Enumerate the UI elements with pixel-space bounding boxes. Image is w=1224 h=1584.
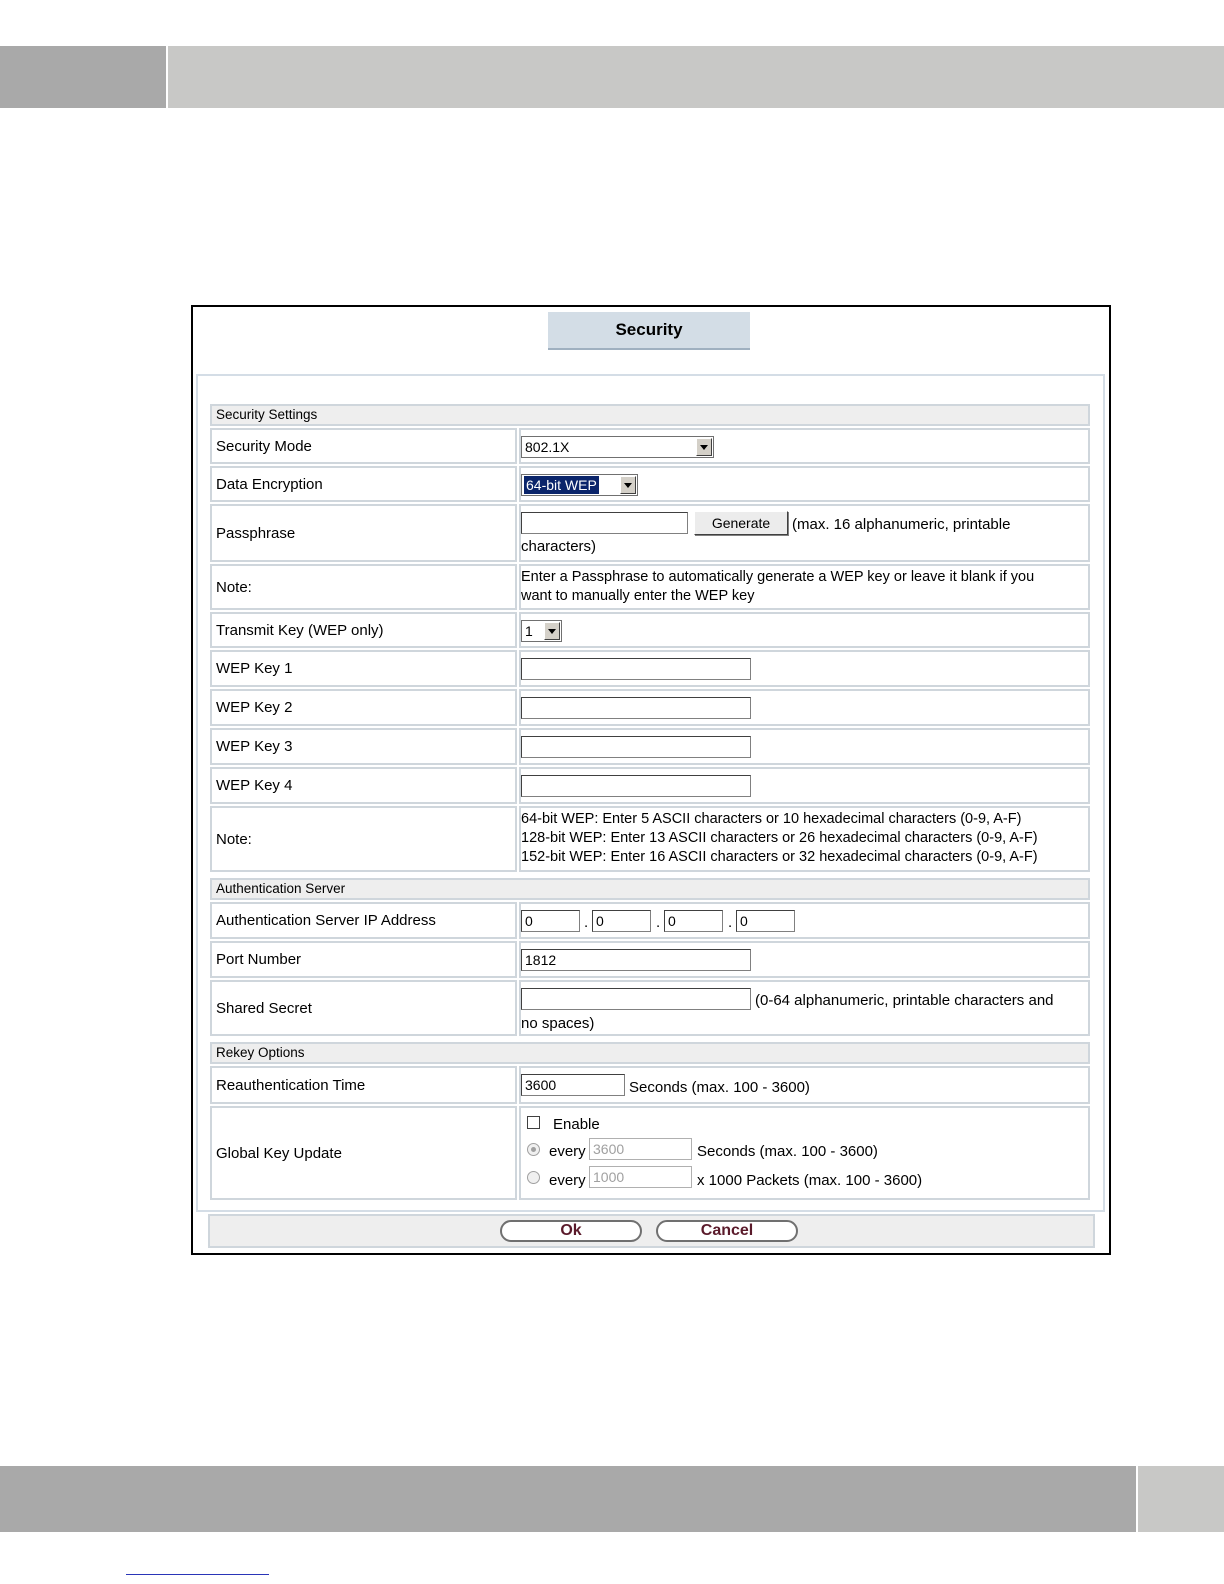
- key-update-seconds-input[interactable]: 3600: [589, 1138, 692, 1160]
- security-mode-select[interactable]: [521, 436, 714, 458]
- wep-note-cell: [519, 806, 1090, 872]
- auth-server-ip-label: Authentication Server IP Address: [210, 902, 517, 939]
- ip-octet-2-input[interactable]: 0: [592, 910, 651, 932]
- data-encryption-label: Data Encryption: [210, 466, 517, 502]
- note-label: Note:: [210, 564, 517, 610]
- footer-bar-left: [0, 1466, 1136, 1532]
- transmit-key-cell: [519, 612, 1090, 648]
- wep-key-4-cell: [519, 767, 1090, 804]
- wep-key-3-cell: [519, 728, 1090, 765]
- enable-label: Enable: [553, 1116, 600, 1133]
- reauth-time-label: Reauthentication Time: [210, 1066, 517, 1104]
- wep-note-label: Note:: [210, 806, 517, 872]
- enable-checkbox[interactable]: [527, 1116, 540, 1129]
- reauth-time-cell: [519, 1066, 1090, 1104]
- wep-key-2-input[interactable]: [521, 697, 751, 719]
- every-label: every: [549, 1143, 586, 1160]
- cancel-button[interactable]: Cancel: [656, 1220, 798, 1242]
- port-number-label: Port Number: [210, 941, 517, 978]
- wep-note-line: 128-bit WEP: Enter 13 ASCII characters or 26 hexadecimal characters (0-9, A-F): [521, 830, 1038, 846]
- security-mode-value: 802.1X: [525, 439, 570, 455]
- global-key-update-label: Global Key Update: [210, 1106, 517, 1200]
- wep-key-1-cell: [519, 650, 1090, 687]
- ip-dot: .: [584, 914, 589, 931]
- reauth-time-input[interactable]: 3600: [521, 1074, 625, 1096]
- shared-secret-cell: [519, 980, 1090, 1036]
- port-number-cell: [519, 941, 1090, 978]
- data-encryption-value: 64-bit WEP: [526, 477, 597, 493]
- chevron-down-icon[interactable]: [620, 476, 636, 494]
- section-security-settings: Security Settings: [210, 404, 1090, 426]
- button-bar: [208, 1214, 1095, 1248]
- header-bar-right: [168, 46, 1224, 108]
- note-line: want to manually enter the WEP key: [521, 588, 755, 604]
- chevron-down-icon[interactable]: [696, 438, 712, 456]
- ip-dot: .: [728, 914, 733, 931]
- wep-key-4-input[interactable]: [521, 775, 751, 797]
- wep-key-3-label: WEP Key 3: [210, 728, 517, 765]
- passphrase-cell: [519, 504, 1090, 562]
- shared-secret-label: Shared Secret: [210, 980, 517, 1036]
- ip-octet-3-input[interactable]: 0: [664, 910, 723, 932]
- global-key-update-cell: [519, 1106, 1090, 1200]
- wep-key-2-cell: [519, 689, 1090, 726]
- generate-button[interactable]: Generate: [694, 511, 788, 535]
- ip-octet-4-input[interactable]: 0: [736, 910, 795, 932]
- footer-bar-right: [1138, 1466, 1224, 1532]
- every-label: every: [549, 1172, 586, 1189]
- ok-button[interactable]: Ok: [500, 1220, 642, 1242]
- key-update-packets-unit: x 1000 Packets (max. 100 - 3600): [697, 1172, 923, 1189]
- shared-secret-input[interactable]: [521, 988, 751, 1010]
- page-title: Security: [548, 312, 750, 350]
- key-update-packets-input[interactable]: 1000: [589, 1166, 692, 1188]
- data-encryption-cell: [519, 466, 1090, 502]
- ip-dot: .: [656, 914, 661, 931]
- wep-key-2-label: WEP Key 2: [210, 689, 517, 726]
- shared-secret-hint: (0-64 alphanumeric, printable characters and: [755, 992, 1054, 1009]
- section-rekey-options: Rekey Options: [210, 1042, 1090, 1064]
- transmit-key-select[interactable]: [521, 620, 562, 642]
- note-line: Enter a Passphrase to automatically generate a WEP key or leave it blank if you: [521, 569, 1035, 585]
- note-cell: [519, 564, 1090, 610]
- reauth-time-unit: Seconds (max. 100 - 3600): [629, 1079, 810, 1096]
- transmit-key-value: 1: [525, 623, 533, 639]
- wep-key-4-label: WEP Key 4: [210, 767, 517, 804]
- security-mode-label: Security Mode: [210, 428, 517, 464]
- shared-secret-hint-cont: no spaces): [521, 1015, 595, 1032]
- header-bar-left: [0, 46, 166, 108]
- passphrase-hint-cont: characters): [521, 538, 597, 555]
- every-seconds-radio[interactable]: [527, 1143, 540, 1156]
- auth-server-ip-cell: [519, 902, 1090, 939]
- passphrase-label: Passphrase: [210, 504, 517, 562]
- wep-key-1-label: WEP Key 1: [210, 650, 517, 687]
- passphrase-hint: (max. 16 alphanumeric, printable: [792, 516, 1011, 533]
- every-packets-radio[interactable]: [527, 1171, 540, 1184]
- data-encryption-select[interactable]: [521, 474, 638, 496]
- key-update-seconds-unit: Seconds (max. 100 - 3600): [697, 1143, 878, 1160]
- wep-key-3-input[interactable]: [521, 736, 751, 758]
- wep-key-1-input[interactable]: [521, 658, 751, 680]
- ip-octet-1-input[interactable]: 0: [521, 910, 580, 932]
- section-authentication-server: Authentication Server: [210, 878, 1090, 900]
- security-mode-cell: [519, 428, 1090, 464]
- wep-note-line: 64-bit WEP: Enter 5 ASCII characters or 10 hexadecimal characters (0-9, A-F): [521, 811, 1022, 827]
- transmit-key-label: Transmit Key (WEP only): [210, 612, 517, 648]
- chevron-down-icon[interactable]: [544, 622, 560, 640]
- wep-note-line: 152-bit WEP: Enter 16 ASCII characters or 32 hexadecimal characters (0-9, A-F): [521, 849, 1038, 865]
- footer-link-underline: [126, 1574, 269, 1575]
- port-number-input[interactable]: 1812: [521, 949, 751, 971]
- passphrase-input[interactable]: [521, 512, 688, 534]
